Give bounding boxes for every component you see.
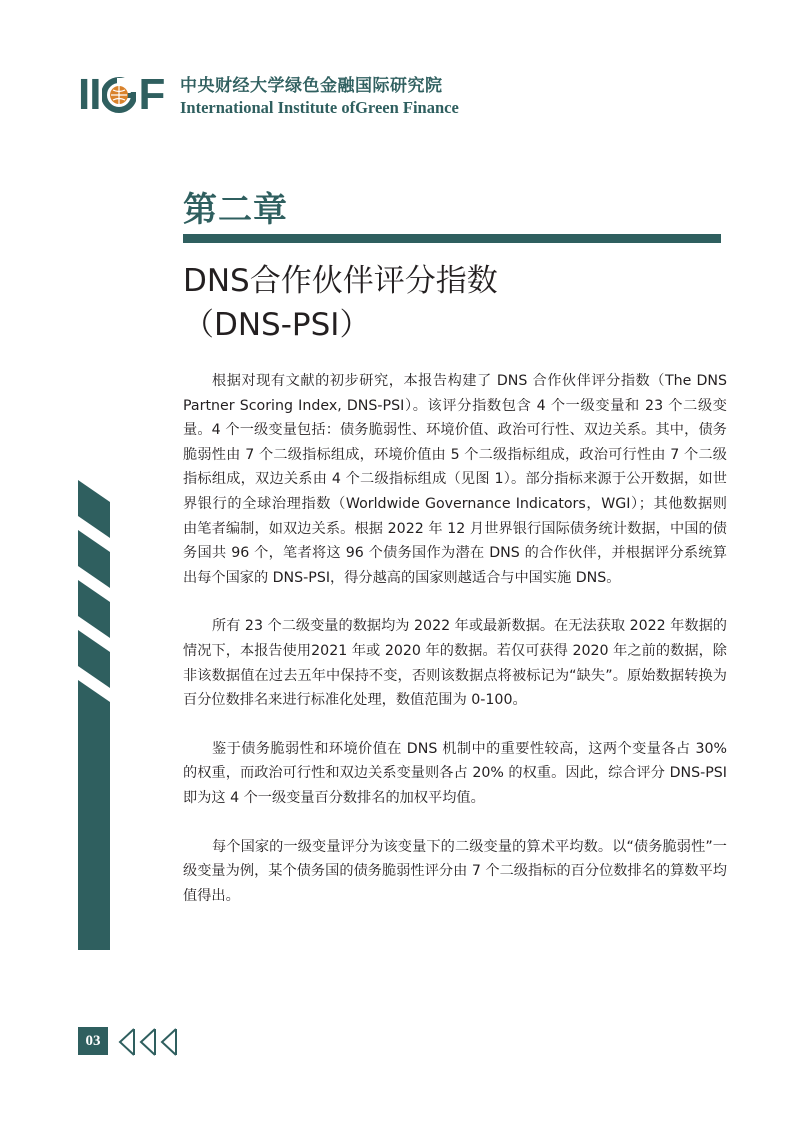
chapter-label: 第二章 <box>183 190 288 230</box>
paragraph: 鉴于债务脆弱性和环境价值在 DNS 机制中的重要性较高，这两个变量各占 30% 的权重，而政治可行性和双边关系变量则各占 20% 的权重。因此，综合评分 DNS-PSI 即为这 4 个一级变量百分数排名的加权平均值。 <box>183 740 727 806</box>
chapter-title <box>183 259 723 347</box>
body-text <box>183 369 727 932</box>
page-number: 03 <box>78 1027 108 1055</box>
decorative-side-stripes <box>78 480 110 950</box>
institute-name-cn: 中央财经大学绿色金融国际研究院 <box>180 76 443 96</box>
paragraph: 根据对现有文献的初步研究，本报告构建了 DNS 合作伙伴评分指数（The DNS Partner Scoring Index, DNS-PSI）。该评分指数包含 4 个一级变量和 23 个二级变量。4 个一级变量包括：债务脆弱性、环境价值、政治可行性、双边关系。其中，债务脆弱性由 7 个二级指标组成，环境价值由 5 个二级指标组成，政治可行性由 7 个二级指标组成，双边关系由 4 个二级指标组成（见图 1）。部分指标来源于公开数据，如世界银行的全球治理指数（Worldwide Governance Indicators，WGI）；其他数据则由笔者编制，如双边关系。根据 2022 年 12 月世界银行国际债务统计数据，中国的债务国共 96 个，笔者将这 96 个债务国作为潜在 DNS 的合作伙伴，并根据评分系统算出每个国家的 DNS-PSI，得分越高的国家则越适合与中国实施 DNS。 <box>183 373 727 586</box>
paragraph: 所有 23 个二级变量的数据均为 2022 年或最新数据。在无法获取 2022 年数据的情况下，本报告使用2021 年或 2020 年的数据。若仅可获得 2020 年之前的数据，除非该数据值在过去五年中保持不变，否则该数据点将被标记为“缺失”。原始数据转换为百分位数排名来进行标准化处理，数值范围为 0-100。 <box>183 618 727 709</box>
paragraph: 每个国家的一级变量评分为该变量下的二级变量的算术平均数。以“债务脆弱性”一级变量为例，某个债务国的债务脆弱性评分由 7 个二级指标的百分位数排名的算数平均值得出。 <box>183 838 727 904</box>
institute-logo <box>78 70 165 119</box>
logo-letter-f: F <box>138 70 165 119</box>
chevrons-left-icon <box>118 1027 180 1057</box>
institute-name-en: International Institute ofGreen Finance <box>180 98 459 117</box>
chapter-divider <box>183 234 721 243</box>
logo-letters-ii: II <box>78 70 101 119</box>
iigf-logo-mark <box>78 70 165 119</box>
chapter-title-line-1: DNS合作伙伴评分指数 <box>183 263 498 299</box>
institute-name <box>180 76 459 118</box>
chapter-title-line-2: （DNS-PSI） <box>183 307 371 343</box>
globe-g-icon <box>102 75 136 115</box>
